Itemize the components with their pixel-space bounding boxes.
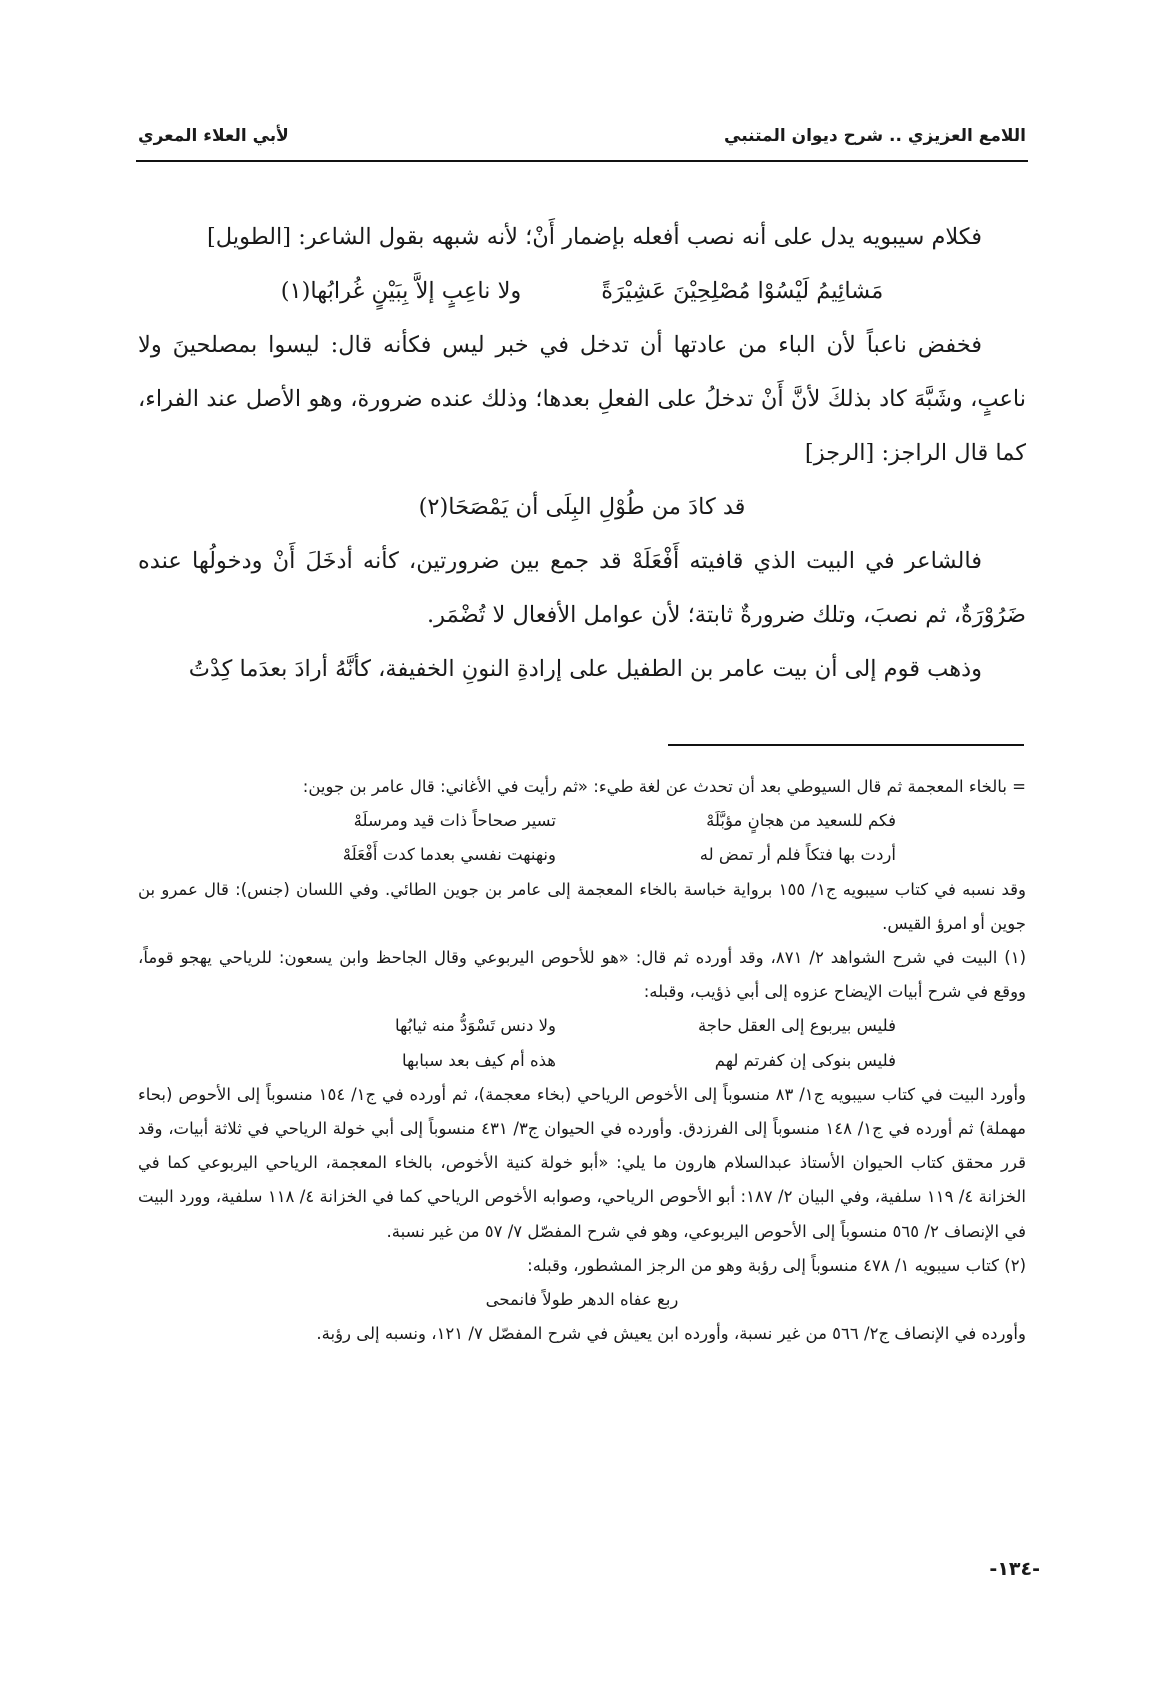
hemistich: أردت بها فتكاً فلم أر تمض له <box>699 845 896 865</box>
footnote-2: (٢) كتاب سيبويه ١/ ٤٧٨ منسوباً إلى رؤبة وهو من الرجز المشطور، وقبله: <box>527 1255 1026 1275</box>
footnote-divider <box>668 744 1024 746</box>
page-number: -١٣٤- <box>989 1558 1040 1580</box>
hemistich: ونهنهت نفسي بعدما كدت أَفْعَلَهْ <box>342 845 556 865</box>
hemistich: هذه أم كيف بعد سبابها <box>402 1050 556 1070</box>
footnote-2-verse: ربع عفاه الدهر طولاً فانمحى <box>485 1290 679 1310</box>
header-author: لأبي العلاء المعري <box>138 126 289 146</box>
footnote-continuation-tail: وقد نسبه في كتاب سيبويه ج١/ ١٥٥ برواية خباسة بالخاء المعجمة إلى عامر بن جوين الطائي. وفي اللسان (جنس): قال عمرو بن جوين أو امرؤ القيس. <box>138 879 1027 933</box>
verse-1-first-hemistich: مَشائِيمُ لَيْسُوْا مُصْلِحِيْنَ عَشِيْرَةً <box>601 278 884 304</box>
footnote-1-tail: وأورد البيت في كتاب سيبويه ج١/ ٨٣ منسوباً إلى الأخوص الرياحي (بخاء معجمة)، ثم أورده في ج١/ ١٥٤ منسوباً إلى الأحوص (بحاء مهملة) ثم أورده في ج١/ ١٤٨ منسوباً إلى الفرزدق. وأورده في الحيوان ج٣/ ٤٣١ منسوباً إلى أبي خولة الرياحي في ثلاثة أبيات، وقد قرر محقق كتاب الحيوان الأستاذ عبدالسلام هارون ما يلي: «أبو خولة كنية الأخوص، بالخاء المعجمة، الرياحي اليربوعي كما في الخزانة ٤/ ١١٩ سلفية، وفي البيان ٢/ ١٨٧: أبو الأحوص الرياحي، وصوابه الأخوص الرياحي كما في الخزانة ٤/ ١١٨ سلفية، وورد البيت في الإنصاف ٢/ ٥٦٥ منسوباً إلى الأحوص اليربوعي، وهو في شرح المفصّل ٧/ ٥٧ من غير نسبة. <box>138 1084 1027 1241</box>
main-text <box>138 210 1026 696</box>
footnote-1: (١) البيت في شرح الشواهد ٢/ ٨٧١، وقد أورده ثم قال: «هو للأحوص اليربوعي وقال الجاحظ وابن يسعون: للرياحي يهجو قوماً، ووقع في شرح أبيات الإيضاح عزوه إلى أبي ذؤيب، وقبله: <box>138 948 1026 1002</box>
verse-2: قد كادَ من طُوْلِ البِلَى أن يَمْصَحَا(٢) <box>418 494 746 520</box>
hemistich: فليس بنوكى إن كفرتم لهم <box>714 1050 896 1070</box>
paragraph-3: فالشاعر في البيت الذي قافيته أَفْعَلَهْ قد جمع بين ضرورتين، كأنه أدخَلَ أَنْ ودخولُها عنده ضَرُوْرَةٌ، ثم نصبَ، وتلك ضرورةٌ ثابتة؛ لأن عوامل الأفعال لا تُضْمَر. <box>138 548 1026 628</box>
hemistich: ولا دنس تَسْوَدُّ منه ثيابُها <box>394 1016 556 1036</box>
footnote-2-tail: وأورده في الإنصاف ج٢/ ٥٦٦ من غير نسبة، وأورده ابن يعيش في شرح المفصّل ٧/ ١٢١، ونسبه إلى رؤبة. <box>316 1324 1026 1344</box>
header-divider <box>136 160 1028 162</box>
footnote-continuation: = بالخاء المعجمة ثم قال السيوطي بعد أن تحدث عن لغة طيء: «ثم رأيت في الأغاني: قال عامر بن جوين: <box>302 777 1026 796</box>
paragraph-2: فخفض ناعباً لأن الباء من عادتها أن تدخل في خبر ليس فكأنه قال: ليسوا بمصلحينَ ولا ناعبٍ، وشَبَّهَ كاد بذلكَ لأنَّ أَنْ تدخلُ على الفعلِ بعدها؛ وذلك عنده ضرورة، وهو الأصل عند الفراء، كما قال الراجز: [الرجز] <box>138 332 1026 466</box>
footnote-1-verse-1 <box>138 1009 1026 1043</box>
paragraph-1: فكلام سيبويه يدل على أنه نصب أفعله بإضمار أَنْ؛ لأنه شبهه بقول الشاعر: [الطويل] <box>207 224 982 250</box>
paragraph-4: وذهب قوم إلى أن بيت عامر بن الطفيل على إرادةِ النونِ الخفيفة، كأنَّهُ أرادَ بعدَما كِدْتُ <box>188 656 982 682</box>
running-header <box>138 118 1026 154</box>
hemistich: فليس بيربوع إلى العقل حاجة <box>697 1016 896 1036</box>
hemistich: فكم للسعيد من هجانٍ مؤبَّلَهْ <box>706 811 896 831</box>
header-book-title: اللامع العزيزي .. شرح ديوان المتنبي <box>724 126 1026 146</box>
verse-1 <box>138 264 1026 318</box>
verse-1-second-hemistich: ولا ناعِبٍ إلاَّ بِبَيْنٍ غُرابُها(١) <box>280 278 522 304</box>
footnote-continuation-verse-1 <box>138 804 1026 838</box>
footnote-1-verse-2 <box>138 1044 1026 1078</box>
hemistich: تسير صحاحاً ذات قيد ومرسلَهْ <box>353 811 556 831</box>
footnotes <box>138 770 1026 1351</box>
footnote-continuation-verse-2 <box>138 838 1026 872</box>
